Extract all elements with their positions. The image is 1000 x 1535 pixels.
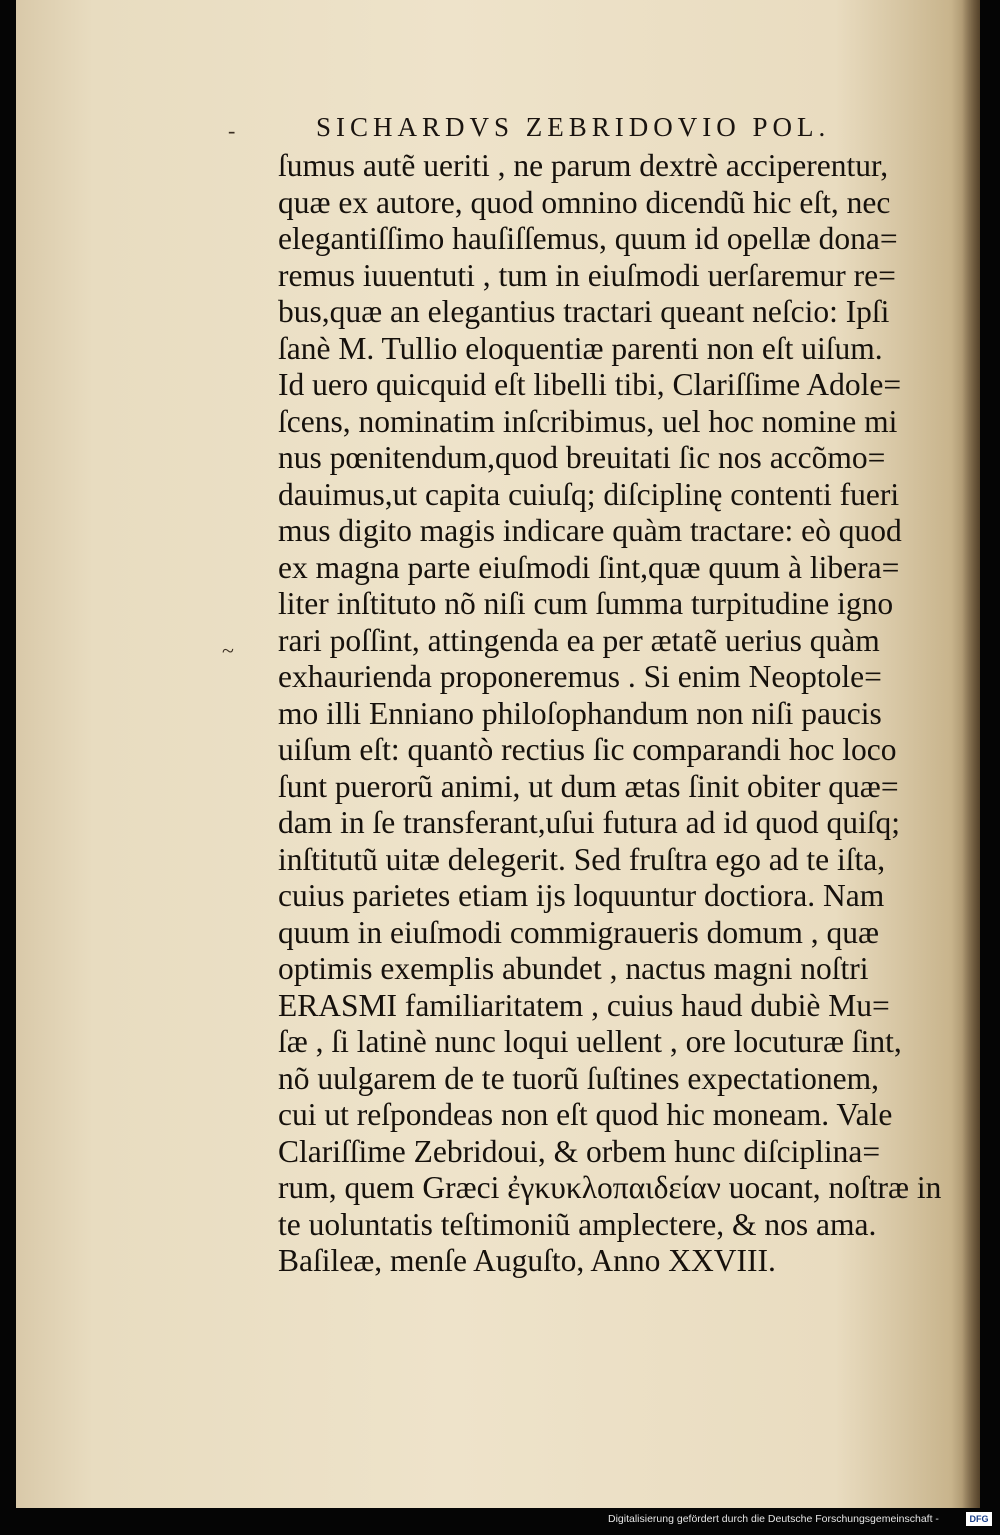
margin-mark-middle: ~	[222, 638, 234, 663]
text-line: quum in eiuſmodi commigraueris domum , quæ	[278, 914, 880, 950]
text-line: cui ut reſpondeas non eſt quod hic moneam. Vale	[278, 1097, 893, 1132]
text-line: dam in ſe transferant,uſui futura ad id quod quiſq;	[278, 805, 900, 840]
text-line: rari poſſint, attingenda ea per ætatẽ uerius quàm	[278, 622, 880, 658]
text-line: Baſileæ, menſe Auguſto, Anno XXVIII.	[278, 1243, 776, 1278]
text-line: mus digito magis indicare quàm tractare: eò quod	[278, 513, 902, 548]
text-line: quæ ex autore, quod omnino dicendũ hic eſt, nec	[278, 184, 891, 220]
dfg-logo: DFG	[966, 1512, 992, 1526]
text-line: cuius parietes etiam ijs loquuntur doctiora. Nam	[278, 878, 885, 913]
text-line: remus iuuentuti , tum in eiuſmodi uerſaremur re=	[278, 257, 896, 293]
text-line: rum, quem Græci ἐγκυκλοπαιδείαν uocant, noſtræ in	[278, 1170, 942, 1205]
text-line: optimis exemplis abundet , nactus magni noſtri	[278, 951, 869, 986]
text-line: ex magna parte eiuſmodi ſint,quæ quum à libera=	[278, 549, 900, 585]
text-line: liter inſtituto nõ niſi cum ſumma turpitudine igno	[278, 586, 894, 621]
book-page	[16, 0, 980, 1508]
text-line: inſtitutũ uitæ delegerit. Sed fruſtra ego ad te iſta,	[278, 841, 886, 877]
text-line: Clariſſime Zebridoui, & orbem hunc diſciplina=	[278, 1133, 881, 1169]
margin-mark-top: -	[228, 118, 236, 143]
text-line: Id uero quicquid eſt libelli tibi, Clariſſime Adole=	[278, 367, 902, 402]
text-line: te uoluntatis teſtimoniũ amplectere, & nos ama.	[278, 1206, 877, 1242]
text-line: ſumus autẽ ueriti , ne parum dextrè acciperentur,	[278, 148, 889, 183]
text-line: nõ uulgarem de te tuorũ ſuſtines expectationem,	[278, 1060, 879, 1096]
text-line: uiſum eſt: quantò rectius ſic comparandi hoc loco	[278, 732, 897, 767]
text-line: bus,quæ an elegantius tractari queant neſcio: Ipſi	[278, 294, 890, 329]
text-line: mo illi Enniano philoſophandum non niſi paucis	[278, 695, 882, 731]
text-line: ERASMI familiaritatem , cuius haud dubiè Mu=	[278, 987, 890, 1023]
text-line: dauimus,ut capita cuiuſq; diſciplinę contenti fueri	[278, 476, 900, 512]
text-line: ſanè M. Tullio eloquentiæ parenti non eſt uiſum.	[278, 330, 883, 366]
body-text	[278, 148, 942, 1280]
text-line: ſæ , ſi latinè nunc loqui uellent , ore locuturæ ſint,	[278, 1024, 902, 1059]
text-line: nus pœnitendum,quod breuitati ſic nos accõmo=	[278, 440, 886, 475]
text-line: ſunt puerorũ animi, ut dum ætas ſinit obiter quæ=	[278, 768, 899, 804]
footer-credit: Digitalisierung gefördert durch die Deutsche Forschungsgemeinschaft -	[608, 1513, 939, 1525]
text-line: elegantiſſimo hauſiſſemus, quum id opellæ dona=	[278, 221, 898, 256]
text-line: exhaurienda proponeremus . Si enim Neoptole=	[278, 659, 882, 694]
running-head: SICHARDVS ZEBRIDOVIO POL.	[316, 112, 831, 142]
text-line: ſcens, nominatim inſcribimus, uel hoc nomine mi	[278, 403, 898, 439]
